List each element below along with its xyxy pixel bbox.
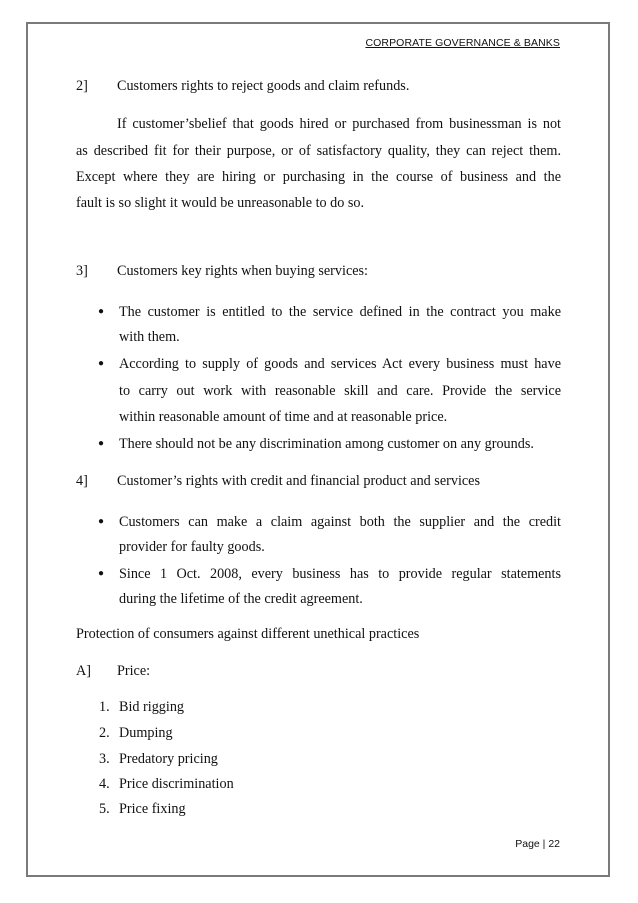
section-3-heading: Customers key rights when buying services: bbox=[117, 263, 369, 279]
list-number: 1. bbox=[99, 699, 110, 715]
bullet-icon: ● bbox=[98, 306, 105, 317]
section-3-number: 3] bbox=[76, 263, 88, 279]
section-4-bullet-1-line-1: Customers can make a claim against both the supplier and the credit bbox=[119, 514, 561, 530]
section-2-number: 2] bbox=[76, 78, 88, 94]
list-number: 2. bbox=[99, 725, 110, 741]
bullet-icon: ● bbox=[98, 358, 105, 369]
section-2-para-line-3: Except where they are hiring or purchasing in the course of business and the bbox=[76, 169, 561, 185]
section-3-bullet-3-line-1: There should not be any discrimination among customer on any grounds. bbox=[119, 436, 534, 452]
bullet-icon: ● bbox=[98, 516, 105, 527]
list-item: Predatory pricing bbox=[119, 751, 218, 767]
list-item: Price discrimination bbox=[119, 776, 234, 792]
bullet-icon: ● bbox=[98, 438, 105, 449]
section-a-heading: Price: bbox=[117, 663, 151, 679]
section-2-para-line-2: as described fit for their purpose, or of satisfactory quality, they can reject them. bbox=[76, 143, 561, 159]
list-number: 5. bbox=[99, 801, 110, 817]
running-header: CORPORATE GOVERNANCE & BANKS bbox=[365, 37, 560, 49]
section-2-para-line-1: If customer’sbelief that goods hired or purchased from businessman is not bbox=[117, 116, 561, 132]
section-3-bullet-1-line-1: The customer is entitled to the service defined in the contract you make bbox=[119, 304, 561, 320]
bullet-icon: ● bbox=[98, 568, 105, 579]
list-item: Price fixing bbox=[119, 801, 186, 817]
section-3-bullet-1-line-2: with them. bbox=[119, 329, 180, 345]
list-item: Bid rigging bbox=[119, 699, 185, 715]
section-3-bullet-2-line-1: According to supply of goods and services Act every business must have bbox=[119, 356, 561, 372]
section-2-heading: Customers rights to reject goods and claim refunds. bbox=[117, 78, 410, 94]
section-4-bullet-2-line-2: during the lifetime of the credit agreement. bbox=[119, 591, 363, 607]
section-4-bullet-2-line-1: Since 1 Oct. 2008, every business has to provide regular statements bbox=[119, 566, 561, 582]
section-a-number: A] bbox=[76, 663, 91, 679]
page-number: Page | 22 bbox=[515, 838, 560, 850]
list-item: Dumping bbox=[119, 725, 173, 741]
section-2-para-line-4: fault is so slight it would be unreasonable to do so. bbox=[76, 195, 365, 211]
section-3-bullet-2-line-3: within reasonable amount of time and at reasonable price. bbox=[119, 409, 448, 425]
list-number: 4. bbox=[99, 776, 110, 792]
section-3-bullet-2-line-2: to carry out work with reasonable skill and care. Provide the service bbox=[119, 383, 561, 399]
section-4-heading: Customer’s rights with credit and financial product and services bbox=[117, 473, 481, 489]
list-number: 3. bbox=[99, 751, 110, 767]
section-4-number: 4] bbox=[76, 473, 88, 489]
protection-heading: Protection of consumers against different unethical practices bbox=[76, 626, 420, 642]
section-4-bullet-1-line-2: provider for faulty goods. bbox=[119, 539, 265, 555]
